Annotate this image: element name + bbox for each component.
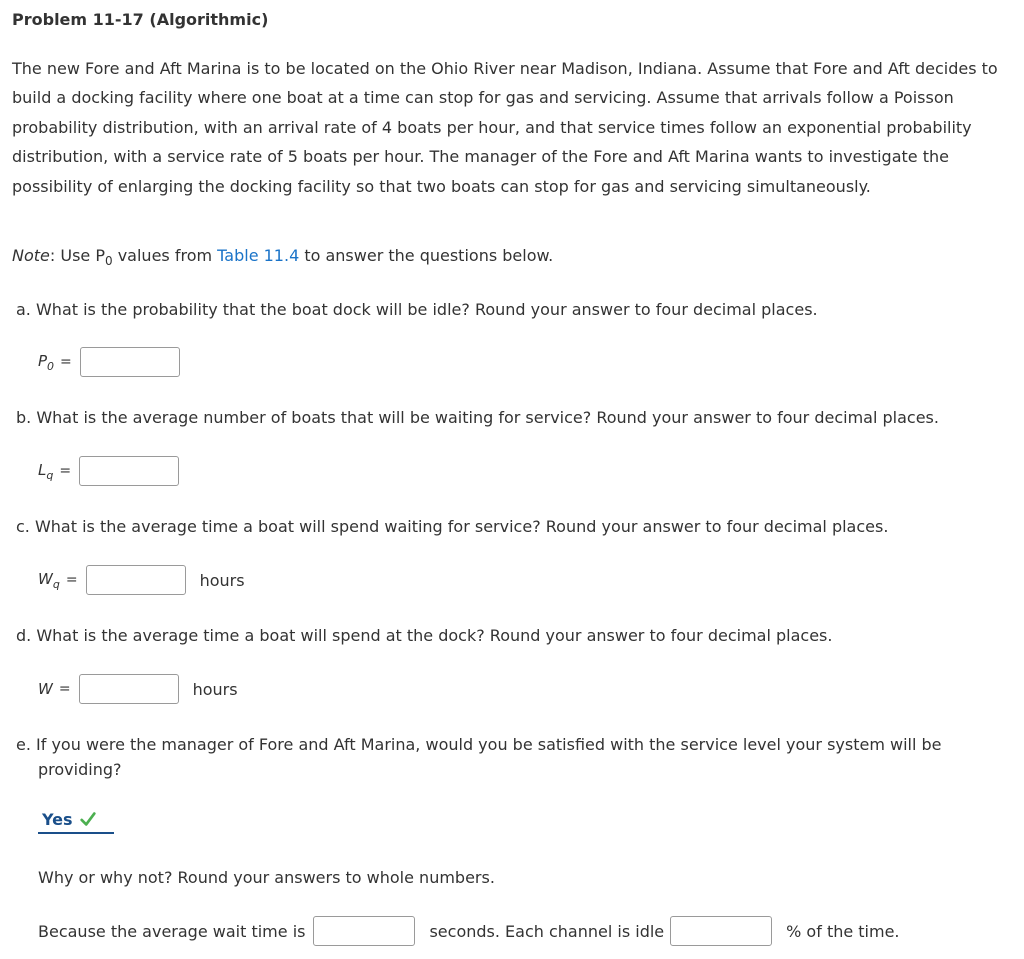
why-prompt: Why or why not? Round your answers to whole numbers. (38, 868, 495, 887)
answer-row-a (38, 347, 180, 377)
idle-percent-input[interactable] (670, 916, 772, 946)
w-input[interactable] (79, 674, 179, 704)
question-b: b. What is the average number of boats that will be waiting for service? Round your answer to four decimal places. (16, 408, 939, 427)
equals-sign: = (58, 681, 71, 697)
note-subscript: 0 (104, 254, 113, 268)
wait-seconds-input[interactable] (313, 916, 415, 946)
because-row (38, 916, 900, 946)
problem-title: Problem 11-17 (Algorithmic) (12, 10, 269, 29)
note-label: Note (12, 246, 50, 265)
question-c: c. What is the average time a boat will spend waiting for service? Round your answer to four decimal places. (16, 517, 889, 536)
answer-row-d (38, 674, 238, 704)
because-prefix: Because the average wait time is (38, 921, 306, 941)
selected-answer: Yes (42, 809, 73, 829)
lq-input[interactable] (79, 456, 179, 486)
satisfied-dropdown[interactable] (38, 806, 114, 834)
answer-row-b (38, 456, 179, 486)
question-a: a. What is the probability that the boat dock will be idle? Round your answer to four decimal places. (16, 300, 818, 319)
equals-sign: = (65, 572, 78, 588)
hours-unit: hours (192, 679, 238, 699)
note-prefix: : Use P (49, 246, 105, 265)
var-lq: $L_q$ (38, 460, 54, 482)
var-p0: $P_0$ (38, 351, 55, 373)
problem-statement: The new Fore and Aft Marina is to be located on the Ohio River near Madison, Indiana. Assume that Fore and Aft decides to build a docking facility where one boat at a time can stop for gas and servicing. Assume that arrivals follow a Poisson probability distribution, with an arrival rate of 4 boats per hour, and that service times follow an exponential probability distribution, with a service rate of 5 boats per hour. The manager of the Fore and Aft Marina wants to investigate the possibility of enlarging the docking facility so that two boats can stop for gas and servicing simultaneously. (12, 59, 998, 196)
hours-unit: hours (199, 570, 245, 590)
wq-input[interactable] (86, 565, 186, 595)
question-e-line2: providing? (38, 760, 122, 779)
question-e: e. If you were the manager of Fore and Aft Marina, would you be satisfied with the service level your system will be (16, 735, 942, 754)
equals-sign: = (59, 463, 72, 479)
var-wq: $W_q$ (38, 569, 60, 591)
equals-sign: = (60, 354, 72, 370)
note-suffix: to answer the questions below. (299, 246, 554, 265)
var-w: W (38, 680, 53, 698)
table-link[interactable]: Table 11.4 (217, 246, 300, 265)
mid-text: seconds. Each channel is idle (429, 921, 665, 941)
question-d: d. What is the average time a boat will spend at the dock? Round your answer to four decimal places. (16, 626, 833, 645)
note-line (12, 246, 554, 268)
suffix-text: % of the time. (786, 921, 900, 941)
answer-row-c (38, 565, 245, 595)
note-mid: values from (112, 246, 218, 265)
p0-input[interactable] (80, 347, 180, 377)
checkmark-icon (79, 810, 97, 828)
